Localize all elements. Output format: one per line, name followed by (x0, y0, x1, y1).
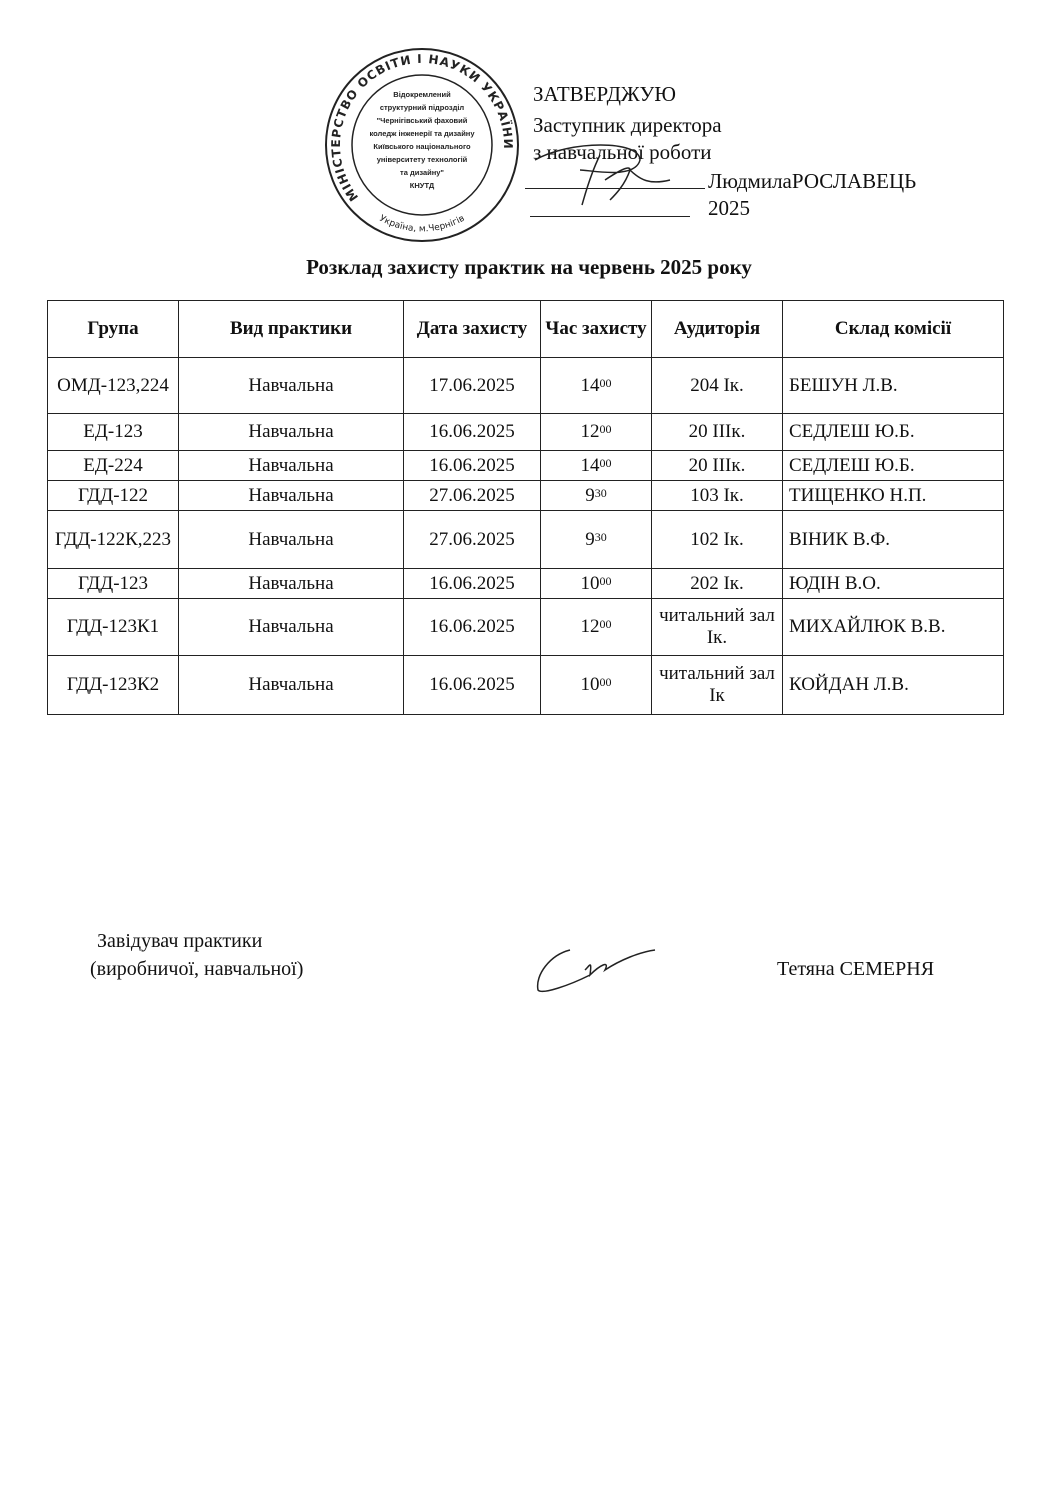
cell-practice-type: Навчальна (179, 451, 404, 481)
approver-name: ЛюдмилаРОСЛАВЕЦЬ (708, 169, 917, 193)
footer-position-line2: (виробничої, навчальної) (90, 958, 304, 980)
cell-room: 202 Ік. (652, 569, 783, 599)
approver-signature (530, 140, 680, 210)
cell-time (541, 414, 652, 451)
time-hour: 14 (580, 454, 600, 476)
cell-practice-type: Навчальна (179, 511, 404, 569)
table-header-row (48, 301, 1004, 358)
stamp-line: КНУТД (409, 181, 435, 190)
cell-time (541, 569, 652, 599)
cell-group: ОМД-123,224 (48, 358, 179, 414)
header-room: Аудиторія (652, 301, 783, 358)
cell-date: 16.06.2025 (404, 656, 541, 715)
cell-room: 20 ІІІк. (652, 451, 783, 481)
cell-commission: СЕДЛЕШ Ю.Б. (783, 414, 1004, 451)
cell-time (541, 358, 652, 414)
cell-group: ГДД-122К,223 (48, 511, 179, 569)
header-date: Дата захисту (404, 301, 541, 358)
cell-practice-type: Навчальна (179, 414, 404, 451)
approval-position-line2: з навчальної роботи (533, 140, 712, 164)
schedule-table (47, 300, 1004, 715)
time-hour: 10 (580, 572, 600, 594)
cell-date: 27.06.2025 (404, 511, 541, 569)
cell-commission: БЕШУН Л.В. (783, 358, 1004, 414)
footer-name: Тетяна СЕМЕРНЯ (777, 958, 935, 980)
cell-room: 102 Ік. (652, 511, 783, 569)
cell-practice-type: Навчальна (179, 599, 404, 656)
table-row (48, 569, 1004, 599)
table-row (48, 481, 1004, 511)
cell-commission: КОЙДАН Л.В. (783, 656, 1004, 715)
cell-group: ЕД-224 (48, 451, 179, 481)
cell-room: 204 Ік. (652, 358, 783, 414)
stamp-line: "Чернігівський фаховий (376, 116, 468, 125)
approval-heading: ЗАТВЕРДЖУЮ (533, 82, 676, 106)
stamp-ring-text: МІНІСТЕРСТВО ОСВІТИ І НАУКИ УКРАЇНИ (328, 51, 516, 204)
cell-time (541, 599, 652, 656)
table-row (48, 358, 1004, 414)
time-minutes: 00 (599, 422, 612, 436)
approval-position-line1: Заступник директора (533, 113, 722, 137)
cell-room: читальний зал Ік. (652, 599, 783, 656)
header-group: Група (48, 301, 179, 358)
stamp-bottom-text: Україна, м.Чернігів (377, 213, 467, 235)
cell-date: 27.06.2025 (404, 481, 541, 511)
document-title: Розклад захисту практик на червень 2025 року (306, 255, 752, 279)
header-time: Час захисту (541, 301, 652, 358)
cell-room: 103 Ік. (652, 481, 783, 511)
cell-date: 16.06.2025 (404, 451, 541, 481)
table-row (48, 451, 1004, 481)
time-hour: 9 (585, 528, 595, 550)
time-hour: 12 (580, 616, 600, 637)
cell-room: 20 ІІІк. (652, 414, 783, 451)
cell-date: 16.06.2025 (404, 599, 541, 656)
stamp-line: та дизайну" (400, 168, 444, 177)
cell-practice-type: Навчальна (179, 358, 404, 414)
stamp-line: Київського національного (373, 142, 471, 151)
cell-practice-type: Навчальна (179, 656, 404, 715)
cell-time (541, 481, 652, 511)
time-hour: 10 (580, 674, 600, 695)
cell-commission: ЮДІН В.О. (783, 569, 1004, 599)
cell-practice-type: Навчальна (179, 569, 404, 599)
table-row (48, 414, 1004, 451)
table-row (48, 511, 1004, 569)
header-practice-type: Вид практики (179, 301, 404, 358)
time-minutes: 30 (594, 529, 607, 544)
cell-practice-type: Навчальна (179, 481, 404, 511)
stamp-line: коледж інженерії та дизайну (369, 129, 475, 138)
time-hour: 12 (580, 421, 600, 442)
cell-group: ГДД-123К2 (48, 656, 179, 715)
stamp-line: структурний підрозділ (379, 103, 465, 112)
cell-room: читальний зал Ік (652, 656, 783, 715)
time-minutes: 00 (599, 573, 612, 588)
time-minutes: 00 (599, 375, 612, 390)
cell-commission: ВІНИК В.Ф. (783, 511, 1004, 569)
cell-time (541, 656, 652, 715)
svg-text:Україна, м.Чернігів (377, 214, 466, 235)
stamp-line: університету технологій (376, 155, 468, 164)
time-minutes: 00 (599, 617, 612, 631)
header-commission: Склад комісії (783, 301, 1004, 358)
table-row (48, 656, 1004, 715)
cell-date: 17.06.2025 (404, 358, 541, 414)
cell-date: 16.06.2025 (404, 569, 541, 599)
time-minutes: 00 (599, 675, 612, 689)
time-minutes: 00 (599, 455, 612, 470)
date-line (530, 216, 690, 217)
time-hour: 9 (585, 484, 595, 506)
cell-group: ГДД-122 (48, 481, 179, 511)
head-signature (530, 940, 660, 1000)
cell-commission: СЕДЛЕШ Ю.Б. (783, 451, 1004, 481)
time-hour: 14 (580, 374, 600, 396)
stamp-line: Відокремлений (393, 90, 451, 99)
table-row (48, 599, 1004, 656)
cell-time (541, 511, 652, 569)
official-stamp (322, 45, 522, 245)
cell-time (541, 451, 652, 481)
cell-date: 16.06.2025 (404, 414, 541, 451)
cell-commission: ТИЩЕНКО Н.П. (783, 481, 1004, 511)
time-minutes: 30 (594, 485, 607, 500)
cell-group: ГДД-123К1 (48, 599, 179, 656)
cell-commission: МИХАЙЛЮК В.В. (783, 599, 1004, 656)
cell-group: ЕД-123 (48, 414, 179, 451)
cell-group: ГДД-123 (48, 569, 179, 599)
footer-position-line1: Завідувач практики (97, 930, 263, 952)
approval-year: 2025 (708, 196, 750, 220)
